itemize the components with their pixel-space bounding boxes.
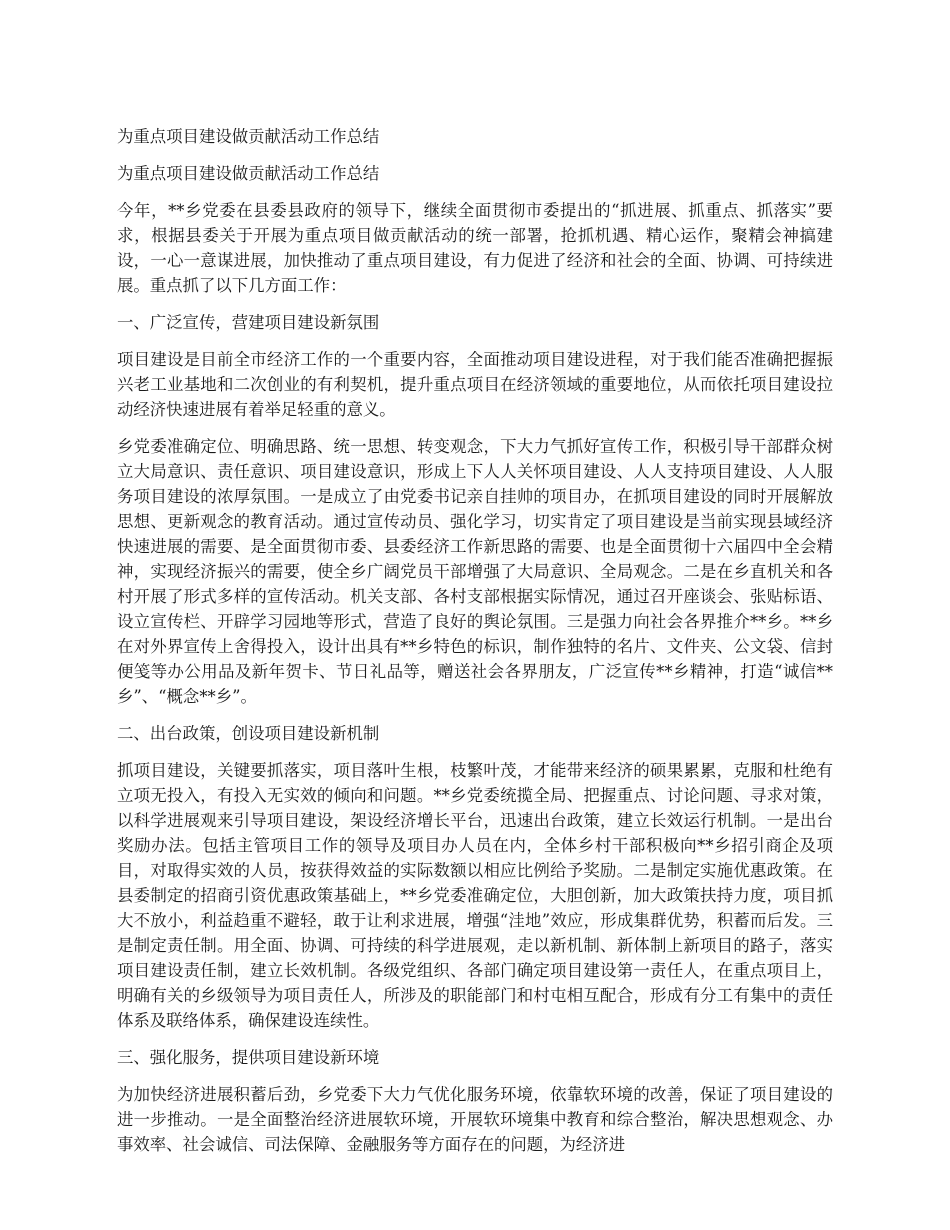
section-3-heading: 三、强化服务，提供项目建设新环境 bbox=[117, 1048, 380, 1067]
section-3-paragraph-1: 为加快经济进展积蓄后劲，乡党委下大力气优化服务环境，依靠软环境的改善，保证了项目建设的进一步推动。一是全面整治经济进展软环境，开展软环境集中教育和综合整治，解决思想观念、办事效率、社会诚信、司法保障、金融服务等方面存在的问题，为经济进 bbox=[117, 1085, 833, 1154]
section-1-heading: 一、广泛宣传，营建项目建设新氛围 bbox=[117, 313, 380, 332]
document-subtitle: 为重点项目建设做贡献活动工作总结 bbox=[117, 164, 380, 183]
document-title: 为重点项目建设做贡献活动工作总结 bbox=[117, 127, 380, 146]
intro-paragraph: 今年，**乡党委在县委县政府的领导下，继续全面贯彻市委提出的“抓进展、抓重点、抓落实”要求，根据县委关于开展为重点项目做贡献活动的统一部署，抢抓机遇、精心运作，聚精会神搞建设，一心一意谋进展，加快推动了重点项目建设，有力促进了经济和社会的全面、协调、可持续进展。重点抓了以下几方面工作： bbox=[117, 201, 833, 295]
section-1-paragraph-1: 项目建设是目前全市经济工作的一个重要内容，全面推动项目建设进程，对于我们能否准确把握振兴老工业基地和二次创业的有利契机，提升重点项目在经济领域的重要地位，从而依托项目建设拉动经济快速进展有着举足轻重的意义。 bbox=[117, 350, 833, 419]
section-2-heading: 二、出台政策，创设项目建设新机制 bbox=[117, 724, 380, 743]
section-1-paragraph-2: 乡党委准确定位、明确思路、统一思想、转变观念，下大力气抓好宣传工作，积极引导干部群众树立大局意识、责任意识、项目建设意识，形成上下人人关怀项目建设、人人支持项目建设、人人服务项目建设的浓厚氛围。一是成立了由党委书记亲自挂帅的项目办，在抓项目建设的同时开展解放思想、更新观念的教育活动。通过宣传动员、强化学习，切实肯定了项目建设是当前实现县域经济快速进展的需要、是全面贯彻市委、县委经济工作新思路的需要、也是全面贯彻十六届四中全会精神，实现经济振兴的需要，使全乡广阔党员干部增强了大局意识、全局观念。二是在乡直机关和各村开展了形式多样的宣传活动。机关支部、各村支部根据实际情况，通过召开座谈会、张贴标语、设立宣传栏、开辟学习园地等形式，营造了良好的舆论氛围。三是强力向社会各界推介**乡。**乡在对外界宣传上舍得投入，设计出具有**乡特色的标识，制作独特的名片、文件夹、公文袋、信封便笺等办公用品及新年贺卡、节日礼品等，赠送社会各界朋友，广泛宣传**乡精神，打造“诚信**乡”、“概念**乡”。 bbox=[117, 437, 833, 706]
section-2-paragraph-1: 抓项目建设，关键要抓落实，项目落叶生根，枝繁叶茂，才能带来经济的硕果累累，克服和杜绝有立项无投入，有投入无实效的倾向和问题。**乡党委统揽全局、把握重点、讨论问题、寻求对策，以科学进展观来引导项目建设，架设经济增长平台，迅速出台政策，建立长效运行机制。一是出台奖励办法。包括主管项目工作的领导及项目办人员在内，全体乡村干部积极向**乡招引商企及项目，对取得实效的人员，按获得效益的实际数额以相应比例给予奖励。二是制定实施优惠政策。在县委制定的招商引资优惠政策基础上，**乡党委准确定位，大胆创新，加大政策扶持力度，项目抓大不放小，利益趋重不避轻，敢于让利求进展，增强“洼地”效应，形成集群优势，积蓄而后发。三是制定责任制。用全面、协调、可持续的科学进展观，走以新机制、新体制上新项目的路子，落实项目建设责任制，建立长效机制。各级党组织、各部门确定项目建设第一责任人，在重点项目上，明确有关的乡级领导为项目责任人，所涉及的职能部门和村屯相互配合，形成有分工有集中的责任体系及联络体系，确保建设连续性。 bbox=[117, 761, 833, 1030]
document-body bbox=[117, 124, 833, 1169]
